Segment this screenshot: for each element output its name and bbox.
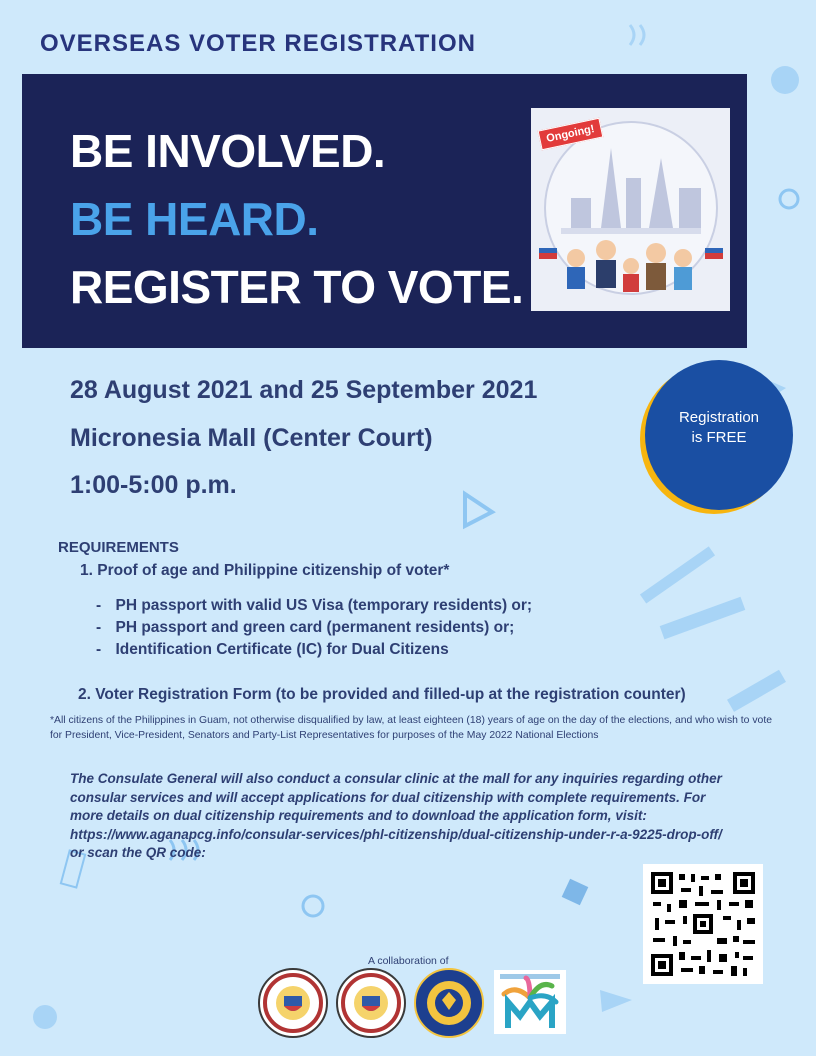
partner-logos xyxy=(258,968,568,1038)
event-dates: 28 August 2021 and 25 September 2021 xyxy=(70,376,538,404)
consular-paragraph: The Consulate General will also conduct a consular clinic at the mall for any inquiries regarding other consular services and will accept applications for dual citizenship with complete requirements. For more details on dual citizenship requirements and to download the application form, visit: https://www.aganapcg.info/consular-services/phl-citizenship/dual-citizenship-under-r-a-9225-drop-off/ or scan the QR code: xyxy=(70,771,722,860)
requirement-sub-2 xyxy=(96,619,514,637)
bullet: - xyxy=(96,619,102,636)
comelec-seal-icon xyxy=(416,970,482,1036)
footnote: *All citizens of the Philippines in Guam, not otherwise disqualified by law, at least eighteen (18) years of age on the day of the elections, and who wish to vote for President, Vice-President, Senators and Party-List Representatives for purposes of the May 2022 National Elections xyxy=(50,715,772,741)
collaboration-label: A collaboration of xyxy=(368,955,449,967)
hero-line-involved: BE INVOLVED. xyxy=(70,125,386,177)
micronesia-mall-logo xyxy=(494,970,566,1034)
consulate-seal-icon xyxy=(338,970,404,1036)
requirement-sub-1 xyxy=(96,597,532,615)
micronesia-mall-icon xyxy=(494,970,566,1034)
dfa-seal-icon xyxy=(260,970,326,1036)
hero-illustration xyxy=(531,108,730,311)
requirement-2: 2. Voter Registration Form (to be provided and filled-up at the registration counter) xyxy=(78,686,686,703)
callout-line1: Registration xyxy=(678,409,760,426)
requirement-sub-text: PH passport and green card (permanent residents) or; xyxy=(115,619,515,636)
ongoing-badge: Ongoing! xyxy=(538,118,604,151)
requirement-sub-text: PH passport with valid US Visa (temporary residents) or; xyxy=(115,597,533,614)
bullet: - xyxy=(96,641,102,658)
requirement-sub-text: Identification Certificate (IC) for Dual Citizens xyxy=(115,641,449,658)
hero-line-register: REGISTER TO VOTE. xyxy=(70,261,524,313)
requirement-1: 1. Proof of age and Philippine citizenship of voter* xyxy=(80,562,450,579)
page-title: OVERSEAS VOTER REGISTRATION xyxy=(40,30,476,57)
qr-code-graphic xyxy=(643,864,763,984)
qr-code[interactable] xyxy=(643,864,763,984)
dfa-seal xyxy=(258,968,328,1038)
event-venue: Micronesia Mall (Center Court) xyxy=(70,424,433,452)
callout-line2: is FREE xyxy=(691,429,747,446)
hero-banner xyxy=(22,74,747,348)
registration-free-callout xyxy=(645,360,793,510)
bullet: - xyxy=(96,597,102,614)
comelec-seal xyxy=(414,968,484,1038)
requirement-sub-3 xyxy=(96,641,449,659)
requirements-heading: REQUIREMENTS xyxy=(58,539,179,556)
consulate-seal xyxy=(336,968,406,1038)
event-time: 1:00-5:00 p.m. xyxy=(70,471,237,499)
hero-line-heard: BE HEARD. xyxy=(70,193,319,245)
